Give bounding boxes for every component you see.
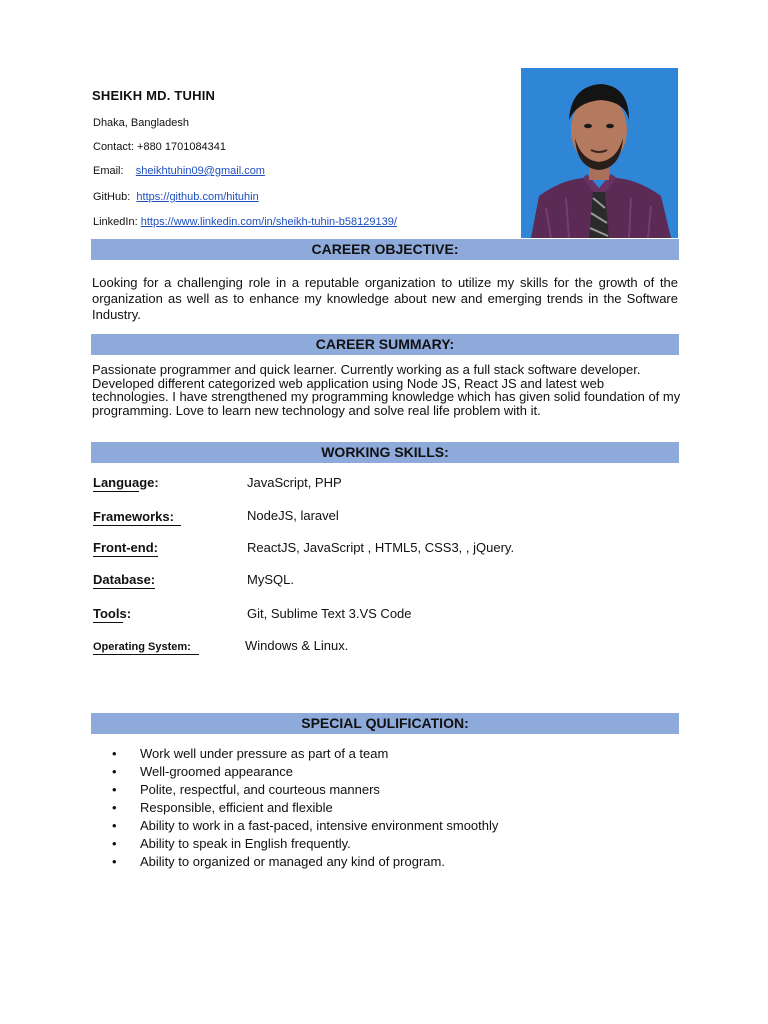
github-link[interactable]: https://github.com/hituhin: [136, 191, 259, 203]
skill-value-language: JavaScript, PHP: [247, 475, 342, 490]
bullet-icon: •: [112, 854, 117, 869]
bullet-icon: •: [112, 746, 117, 761]
contact-phone: Contact: +880 1701084341: [93, 141, 227, 153]
bullet-icon: •: [112, 764, 117, 779]
skill-label-operating-system: Operating System:: [93, 641, 199, 655]
section-header-working-skills: WORKING SKILLS:: [91, 442, 679, 463]
list-item: • Polite, respectful, and courteous manners: [112, 782, 380, 797]
bullet-icon: •: [112, 818, 117, 833]
skill-value-operating-system: Windows & Linux.: [245, 638, 349, 653]
bullet-icon: •: [112, 836, 117, 851]
list-item: • Ability to work in a fast-paced, intensive environment smoothly: [112, 818, 499, 833]
bullet-icon: •: [112, 800, 117, 815]
email-label: Email:: [93, 165, 124, 177]
list-item: • Ability to speak in English frequently.: [112, 836, 351, 851]
email-row: [93, 165, 265, 177]
section-header-career-summary: CAREER SUMMARY:: [91, 334, 679, 355]
list-item: • Work well under pressure as part of a team: [112, 746, 389, 761]
qualification-list: [112, 745, 498, 871]
skill-value-database: MySQL.: [247, 572, 294, 587]
list-item: • Ability to organized or managed any kind of program.: [112, 854, 445, 869]
skill-label-database: Database:: [93, 572, 156, 587]
list-item: • Well-groomed appearance: [112, 764, 293, 779]
person-portrait-icon: [521, 68, 678, 238]
skill-value-frameworks: NodeJS, laravel: [247, 508, 339, 523]
skill-value-tools: Git, Sublime Text 3.VS Code: [247, 606, 412, 621]
career-objective-text: Looking for a challenging role in a reputable organization to utilize my skills for the growth of the organization as well as to enhance my knowledge about new and emerging trends in the Software Industry.: [92, 275, 678, 322]
skill-label-frontend: Front-end:: [93, 540, 158, 555]
section-header-special-qualification: SPECIAL QULIFICATION:: [91, 713, 679, 734]
bullet-icon: •: [112, 782, 117, 797]
skill-label-language: Language:: [93, 475, 159, 490]
candidate-name: SHEIKH MD. TUHIN: [92, 88, 216, 103]
linkedin-link[interactable]: https://www.linkedin.com/in/sheikh-tuhin-b58129139/: [140, 216, 397, 228]
github-row: [93, 191, 259, 203]
github-label: GitHub:: [93, 191, 131, 203]
location: Dhaka, Bangladesh: [93, 117, 190, 129]
section-header-career-objective: CAREER OBJECTIVE:: [91, 239, 679, 260]
skill-value-frontend: ReactJS, JavaScript , HTML5, CSS3, , jQuery.: [247, 540, 515, 555]
linkedin-row: [93, 216, 397, 228]
profile-photo: [521, 68, 678, 238]
career-summary-text: Passionate programmer and quick learner. Currently working as a full stack software developer. Developed different categorized web application using Node JS, React JS and latest web technologies. I have strengthened my programming knowledge which has given solid foundation of my programming. Love to learn new technology and solve real life problem with it.: [92, 362, 681, 418]
linkedin-label: LinkedIn:: [93, 216, 138, 228]
email-link[interactable]: sheikhtuhin09@gmail.com: [135, 165, 265, 177]
list-item: • Responsible, efficient and flexible: [112, 800, 333, 815]
skill-label-tools: Tools:: [93, 606, 132, 621]
skill-label-frameworks: Frameworks:: [93, 509, 181, 526]
